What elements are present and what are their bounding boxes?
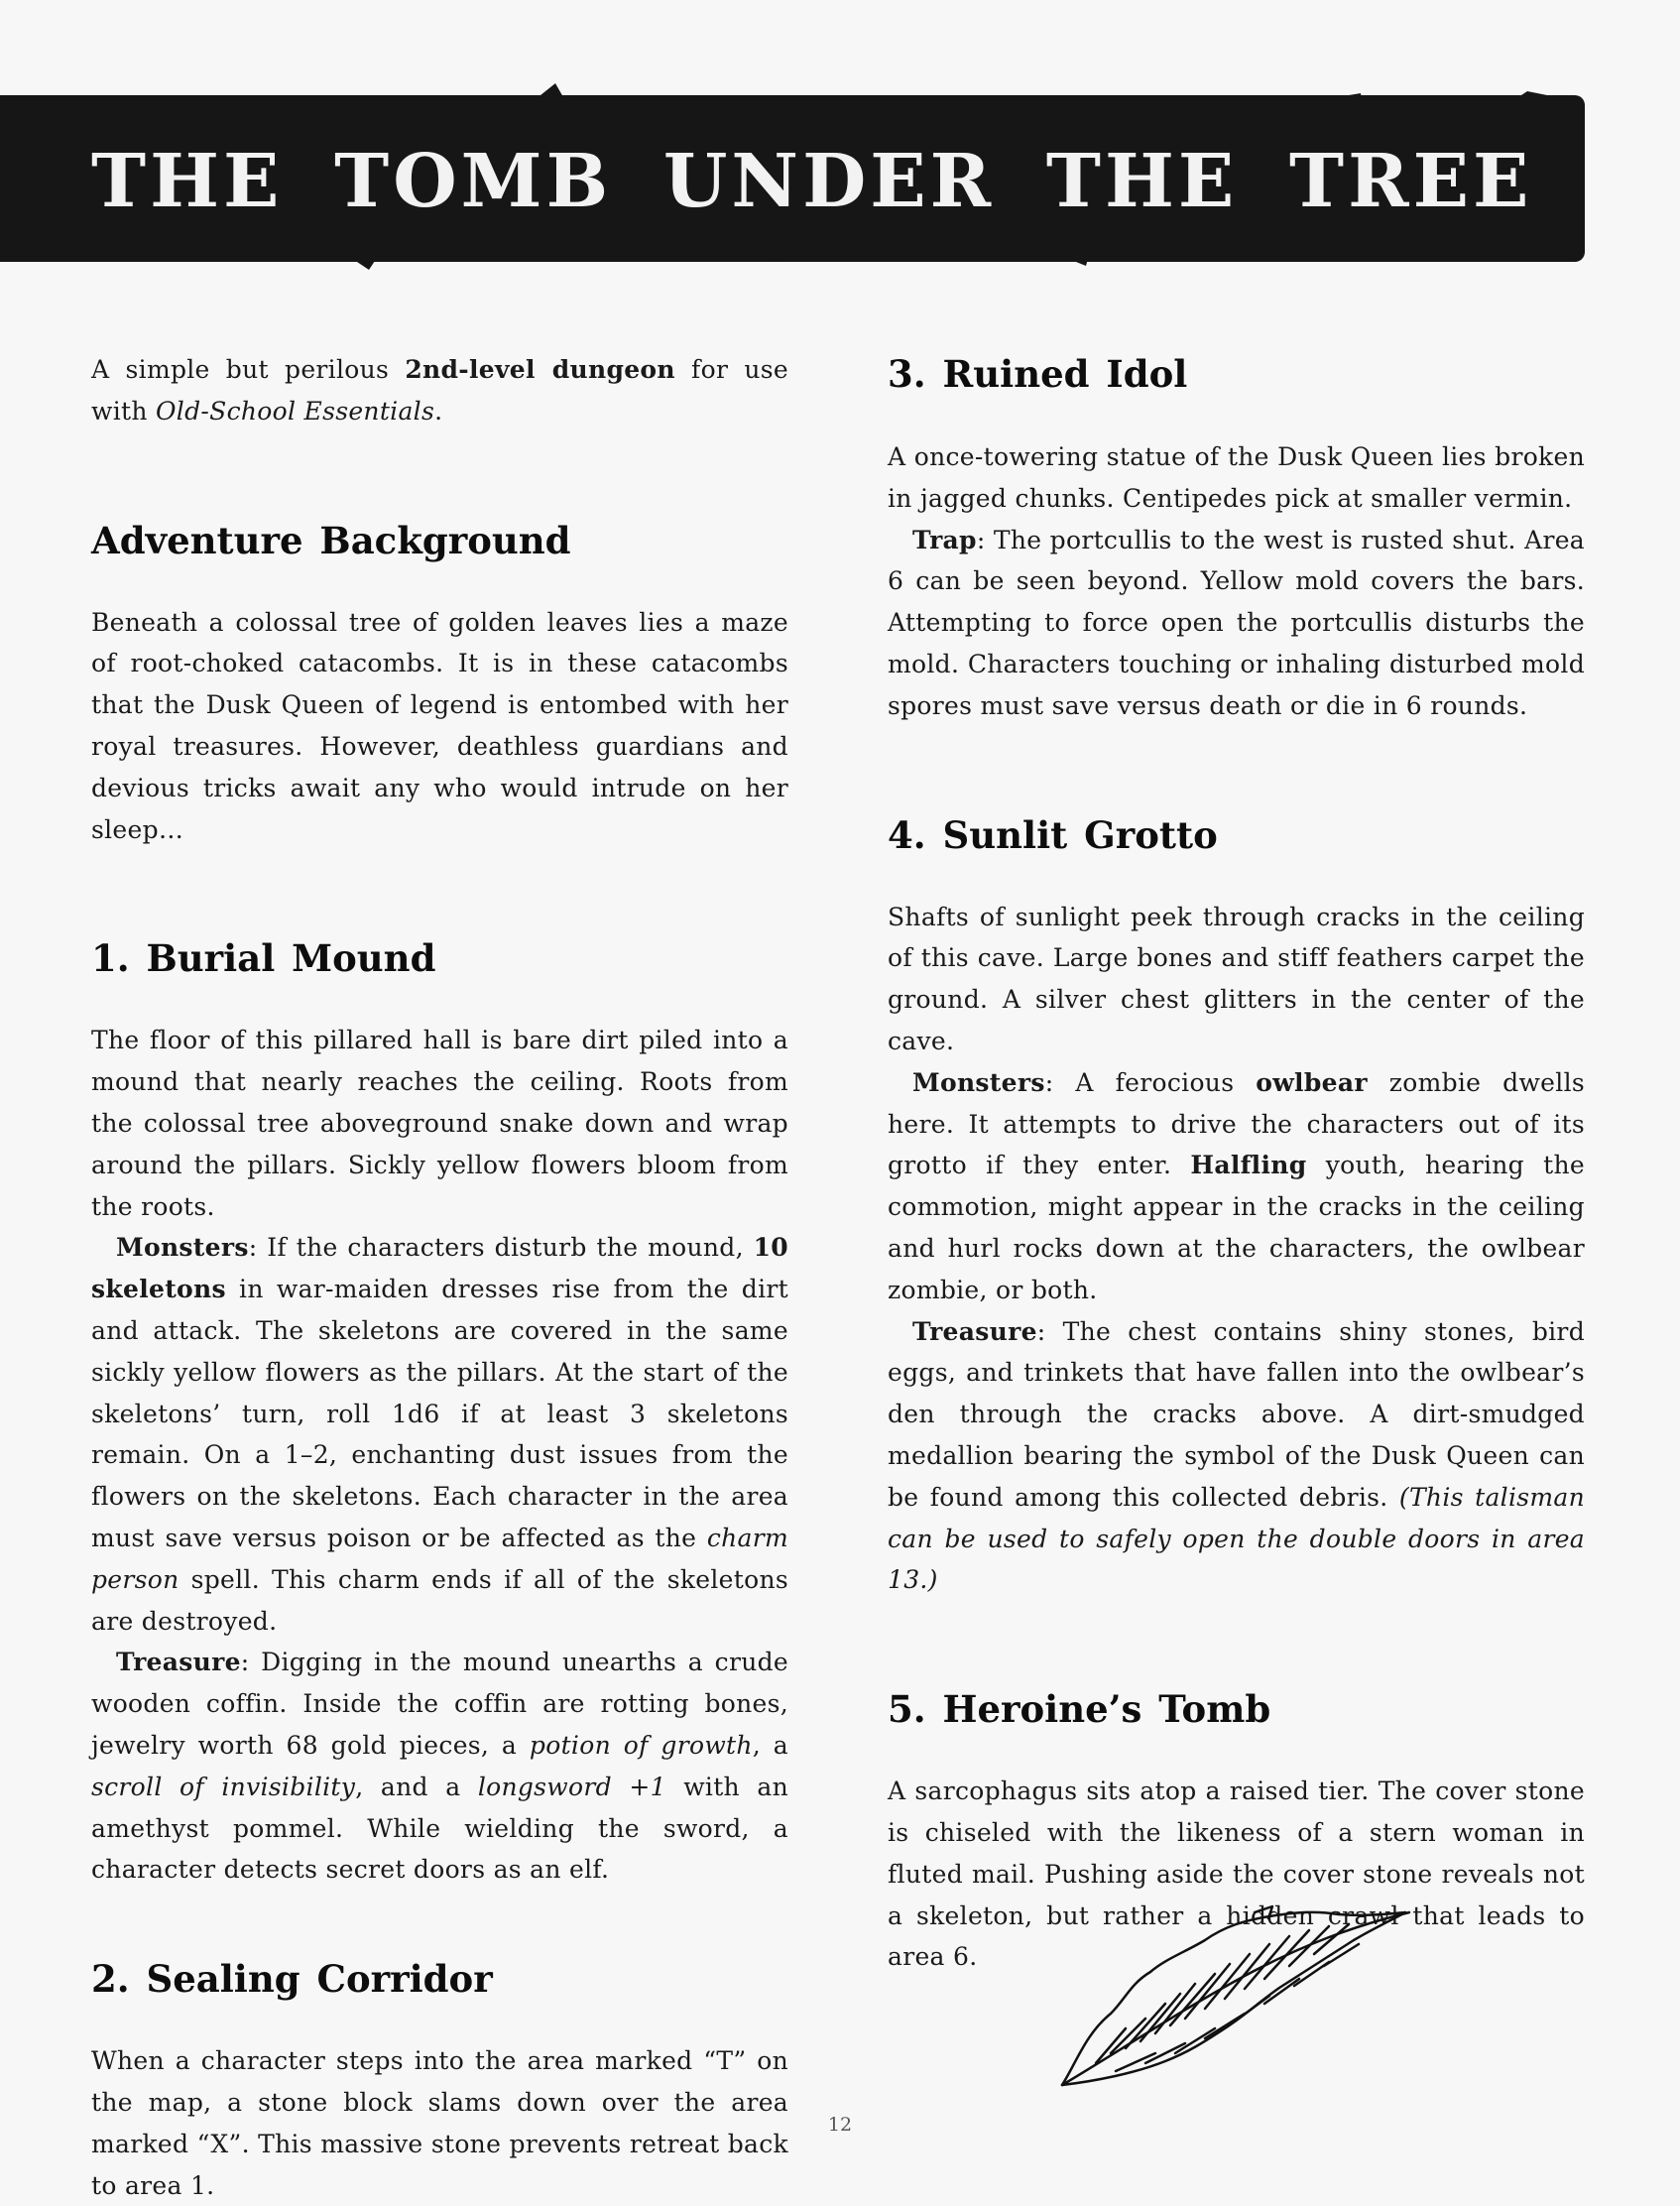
- page-title: THE TOMB UNDER THE TREE: [91, 139, 1533, 224]
- burial-mound-monsters: Monsters: If the characters disturb the mound, 10 skeletons in war-maiden dresses rise from the dirt and attack. The skeletons are covered in the same sickly yellow flowers as the pillars. At the start of the skeletons’ turn, roll 1d6 if at least 3 skeletons remain. On a 1–2, enchanting dust issues from the flowers on the skeletons. Each character in the area must save versus poison or be affected as the charm person spell. This charm ends if all of the skeletons are destroyed.: [91, 1233, 788, 1636]
- sunlit-grotto-description: Shafts of sunlight peek through cracks in the ceiling of this cave. Large bones and stiff feathers carpet the ground. A silver chest glitters in the center of the cave.: [888, 902, 1585, 1055]
- background-paragraph: Beneath a colossal tree of golden leaves lies a maze of root-choked catacombs. It is in these catacombs that the Dusk Queen of legend is entombed with her royal treasures. However, deathless guardians and devious tricks await any who would intrude on her sleep…: [91, 607, 788, 844]
- heading-sealing-corridor: 2. Sealing Corridor: [91, 1957, 493, 2002]
- heading-burial-mound: 1. Burial Mound: [91, 936, 436, 981]
- heading-adventure-background: Adventure Background: [91, 518, 571, 562]
- heading-sunlit-grotto: 4. Sunlit Grotto: [888, 812, 1218, 857]
- leaf-illustration: [1056, 1904, 1413, 2093]
- burial-mound-description: The floor of this pillared hall is bare dirt piled into a mound that nearly reaches the ceiling. Roots from the colossal tree aboveground snake down and wrap around the pillars. Sickly yellow flowers bloom from the roots.: [91, 1026, 788, 1221]
- heading-heroines-tomb: 5. Heroine’s Tomb: [888, 1687, 1271, 1732]
- sealing-corridor-paragraph: When a character steps into the area marked “T” on the map, a stone block slams down over the area marked “X”. This massive stone prevents retreat back to area 1.: [91, 2046, 788, 2200]
- right-column: [888, 349, 1585, 1978]
- page-number: 12: [827, 2114, 853, 2136]
- heroines-tomb-paragraph: A sarcophagus sits atop a raised tier. The cover stone is chiseled with the likeness of a stern woman in fluted mail. Pushing aside the cover stone reveals not a skeleton, but rather a hidden crawl that leads to area 6.: [888, 1777, 1585, 1972]
- intro-paragraph: A simple but perilous 2nd-level dungeon for use with Old-School Essentials.: [91, 355, 789, 426]
- ruined-idol-trap: Trap: The portcullis to the west is rusted shut. Area 6 can be seen beyond. Yellow mold covers the bars. Attempting to force open the portcullis disturbs the mold. Characters touching or inhaling disturbed mold spores must save versus death or die in 6 rounds.: [888, 525, 1585, 720]
- heading-ruined-idol: 3. Ruined Idol: [888, 352, 1188, 396]
- sunlit-grotto-treasure: Treasure: The chest contains shiny stones, bird eggs, and trinkets that have fallen into the owlbear’s den through the cracks above. A dirt-smudged medallion bearing the symbol of the Dusk Queen can be found among this collected debris. (This talisman can be used to safely open the double doors in area 13.): [888, 1316, 1585, 1595]
- burial-mound-treasure: Treasure: Digging in the mound unearths a crude wooden coffin. Inside the coffin are rotting bones, jewelry worth 68 gold pieces, a potion of growth, a scroll of invisibility, and a longsword +1 with an amethyst pommel. While wielding the sword, a character detects secret doors as an elf.: [91, 1648, 788, 1885]
- left-column: [91, 349, 788, 2206]
- ruined-idol-description: A once-towering statue of the Dusk Queen lies broken in jagged chunks. Centipedes pick at smaller vermin.: [888, 442, 1585, 513]
- sunlit-grotto-monsters: Monsters: A ferocious owlbear zombie dwells here. It attempts to drive the characters out of its grotto if they enter. Halfling youth, hearing the commotion, might appear in the cracks in the ceiling and hurl rocks down at the characters, the owlbear zombie, or both.: [888, 1067, 1585, 1304]
